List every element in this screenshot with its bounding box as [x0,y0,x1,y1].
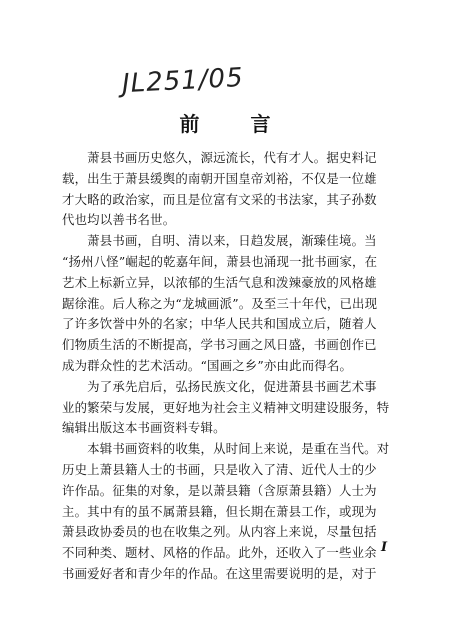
text-line: 许作品。征集的对象，是以萧县籍（含原萧县籍）人士为 [62,482,377,498]
text-line: 萧县书画，自明、清以来，日趋发展，渐臻佳境。当 [62,233,377,249]
text-line: 主。其中有的虽不属萧县籍，但长期在萧县工作，或现为 [62,503,377,519]
paragraph-3 [62,377,392,439]
text-line: 才大略的政治家，而且是位富有文采的书法家，其子孙数 [62,191,377,207]
paragraph-2 [62,231,392,377]
handwritten-catalog-number: JL251/05 [121,62,245,100]
text-line: 载，出生于萧县缓舆的南朝开国皇帝刘裕，不仅是一位雄 [62,170,377,186]
paragraph-4 [62,439,392,585]
text-line: “扬州八怪”崛起的乾嘉年间，萧县也涌现一批书画家，在 [62,253,378,269]
text-line: 们物质生活的不断提高，学书习画之风日盛，书画创作已 [62,337,377,353]
text-line: 代也均以善书名世。 [62,212,176,228]
text-line: 为了承先启后，弘扬民族文化，促进萧县书画艺术事 [62,378,377,394]
text-line: 本辑书画资料的收集，从时间上来说，是重在当代。对 [62,441,390,457]
text-line: 艺术上标新立异，以浓郁的生活气息和泼辣豪放的风格雄 [62,274,377,290]
paragraph-1 [62,148,392,231]
text-line: 了许多饮誉中外的名家；中华人民共和国成立后，随着人 [62,316,377,332]
text-line: 成为群众性的艺术活动。“国画之乡”亦由此而得名。 [62,357,353,373]
text-line: 萧县书画历史悠久，源远流长，代有才人。据史料记 [62,150,377,165]
page-title: 前 言 [179,112,293,136]
text-line: 编辑出版这本书画资料专辑。 [62,420,226,436]
text-line: 踞徐淮。后人称之为“龙城画派”。及至三十年代，已出现 [62,295,378,311]
text-line: 不同种类、题材、风格的作品。此外，还收入了一些业余 [62,545,377,561]
text-line: 萧县政协委员的也在收集之列。从内容上来说，尽量包括 [62,524,377,540]
text-line: 业的繁荣与发展，更好地为社会主义精神文明建设服务，特 [62,399,390,415]
body-text [62,148,392,585]
text-line: 书画爱好者和青少年的作品。在这里需要说明的是，对于 [62,565,377,581]
text-line: 历史上萧县籍人士的书画，只是收入了清、近代人士的少 [62,461,377,477]
page-number: I [381,540,388,555]
